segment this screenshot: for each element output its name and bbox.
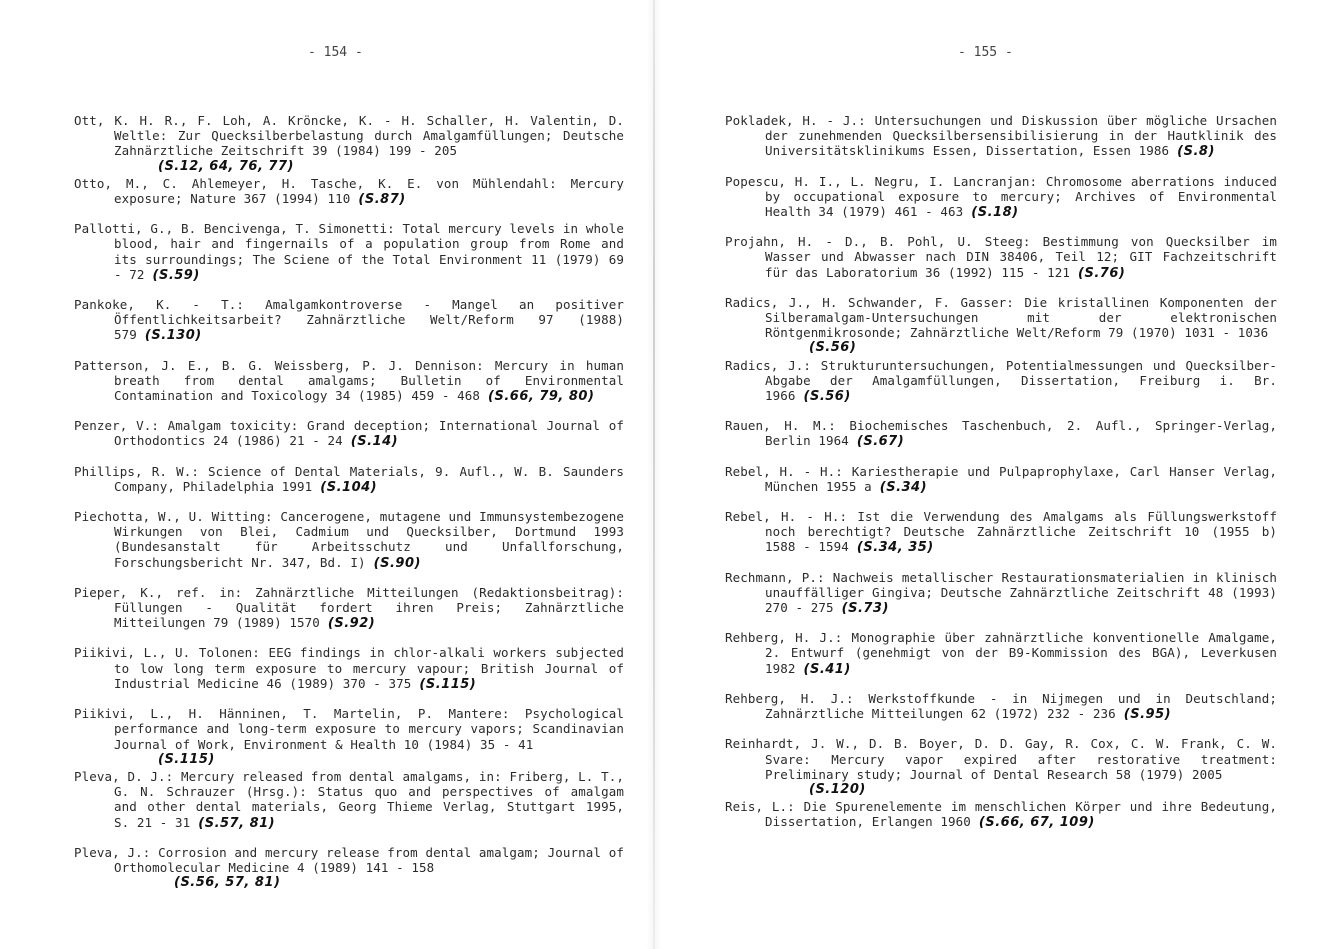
- reference-entry: [74, 769, 624, 831]
- reference-entry: [74, 645, 624, 692]
- reference-entry: [725, 570, 1277, 617]
- reference-text: Ott, K. H. R., F. Loh, A. Kröncke, K. - H. Schaller, H. Valentin, D. Weltle: Zur Quecksilberbelastung durch Amalgamfüllungen; Deutsche Zahnärztliche Zeitschrift 39 (1984) 199 - 205: [74, 113, 624, 159]
- handwritten-page-note: (S.34, 35): [856, 540, 934, 556]
- reference-text: Piikivi, L., H. Hänninen, T. Martelin, P. Mantere: Psychological performance and long-term exposure to mercury vapors; Scandinavian Journal of Work, Environment & Health 10 (1984) 35 - 41: [74, 706, 624, 752]
- reference-entry: [74, 585, 624, 632]
- reference-text: Reis, L.: Die Spurenelemente im menschlichen Körper und ihre Bedeutung, Dissertation, Erlangen 1960: [725, 799, 1277, 830]
- handwritten-page-note: (S.18): [971, 205, 1019, 221]
- handwritten-page-note: (S.56): [809, 340, 857, 356]
- reference-entry: [725, 691, 1277, 722]
- handwritten-page-note: (S.14): [350, 434, 399, 450]
- reference-text: Pieper, K., ref. in: Zahnärztliche Mitteilungen (Redaktionsbeitrag): Füllungen - Qualität fordert ihren Preis; Zahnärztliche Mitteilungen 79 (1989) 1570: [74, 584, 624, 631]
- page-number: - 154 -: [308, 45, 363, 60]
- reference-entry: [725, 799, 1277, 830]
- handwritten-page-note: (S.115): [419, 676, 477, 692]
- reference-entry: [725, 509, 1277, 556]
- handwritten-page-note: (S.66, 79, 80): [488, 389, 595, 405]
- handwritten-page-note: (S.56, 57, 81): [174, 875, 281, 891]
- reference-text: Pleva, J.: Corrosion and mercury release from dental amalgam; Journal of Orthomolecular Medicine 4 (1989) 141 - 158: [74, 844, 624, 875]
- reference-text: Rebel, H. - H.: Kariestherapie und Pulpaprophylaxe, Carl Hanser Verlag, München 1955 a: [725, 463, 1277, 494]
- reference-entry: [725, 113, 1277, 160]
- reference-text: Projahn, H. - D., B. Pohl, U. Steeg: Bestimmung von Quecksilber im Wasser und Abwasser nach DIN 38406, Teil 12; GIT Fachzeitschrift für das Laboratorium 36 (1992) 115 - 121: [725, 234, 1277, 280]
- left-page: [0, 0, 655, 949]
- reference-entry: [74, 297, 624, 344]
- reference-entry: [74, 418, 624, 449]
- reference-text: Radics, J.: Strukturuntersuchungen, Potentialmessungen und Quecksilber-Abgabe der Amalgamfüllungen, Dissertation, Freiburg i. Br. 1966: [725, 357, 1277, 404]
- page-number: - 155 -: [958, 45, 1013, 60]
- reference-text: Reinhardt, J. W., D. B. Boyer, D. D. Gay, R. Cox, C. W. Frank, C. W. Svare: Mercury vapor expired after restorative treatment: Preliminary study; Journal of Dental Research 58 (1979) 2005: [725, 736, 1277, 782]
- reference-text: Patterson, J. E., B. G. Weissberg, P. J. Dennison: Mercury in human breath from dental amalgams; Bulletin of Environmental Contamination and Toxicology 34 (1985) 459 - 468: [74, 357, 624, 404]
- reference-text: Penzer, V.: Amalgam toxicity: Grand deception; International Journal of Orthodontics 24 (1986) 21 - 24: [74, 418, 624, 449]
- reference-text: Piikivi, L., U. Tolonen: EEG findings in chlor-alkali workers subjected to low long term exposure to mercury vapour; British Journal of Industrial Medicine 46 (1989) 370 - 375: [74, 645, 624, 691]
- reference-text: Rebel, H. - H.: Ist die Verwendung des Amalgams als Füllungswerkstoff noch berechtigt? Deutsche Zahnärztliche Zeitschrift 10 (1955 b) 1588 - 1594: [725, 509, 1277, 555]
- handwritten-page-note: (S.12, 64, 76, 77): [158, 158, 294, 174]
- reference-text: Phillips, R. W.: Science of Dental Materials, 9. Aufl., W. B. Saunders Company, Philadelphia 1991: [74, 463, 624, 494]
- reference-text: Pallotti, G., B. Bencivenga, T. Simonetti: Total mercury levels in whole blood, hair and fingernails of a population group from Rome and its surroundings; The Sciene of the Total Environment 11 (1979) 69 - 72: [74, 221, 624, 282]
- reference-entry: [725, 295, 1277, 356]
- reference-text: Rauen, H. M.: Biochemisches Taschenbuch, 2. Aufl., Springer-Verlag, Berlin 1964: [725, 418, 1277, 449]
- reference-entry: [74, 509, 624, 571]
- reference-entry: [725, 234, 1277, 281]
- handwritten-page-note: (S.41): [803, 661, 851, 677]
- handwritten-page-note: (S.66, 67, 109): [978, 815, 1095, 831]
- handwritten-page-note: (S.34): [879, 479, 928, 495]
- reference-entry: [74, 176, 624, 207]
- reference-text: Pokladek, H. - J.: Untersuchungen und Diskussion über mögliche Ursachen der zunehmenden Quecksilbersensibilisierung in der Hautklinik des Universitätsklinikums Essen, Dissertation, Essen 1986: [725, 113, 1277, 159]
- handwritten-page-note: (S.95): [1123, 707, 1172, 723]
- reference-entry: [725, 736, 1277, 797]
- reference-list: [725, 113, 1277, 845]
- handwritten-page-note: (S.67): [856, 434, 905, 450]
- handwritten-page-note: (S.8): [1177, 144, 1215, 160]
- handwritten-page-note: (S.73): [841, 601, 889, 617]
- reference-entry: [74, 845, 624, 891]
- reference-entry: [74, 113, 624, 174]
- reference-text: Radics, J., H. Schwander, F. Gasser: Die kristallinen Komponenten der Silberamalgam-Untersuchungen mit der elektronischen Röntgenmikrosonde; Zahnärztliche Welt/Reform 79 (1970) 1031 - 1036: [725, 294, 1277, 341]
- reference-text: Rehberg, H. J.: Werkstoffkunde - in Nijmegen und in Deutschland; Zahnärztliche Mitteilungen 62 (1972) 232 - 236: [725, 690, 1277, 722]
- handwritten-page-note: (S.59): [152, 267, 200, 283]
- handwritten-page-note: (S.115): [158, 751, 215, 767]
- reference-text: Piechotta, W., U. Witting: Cancerogene, mutagene und Immunsystembezogene Wirkungen von Blei, Cadmium und Quecksilber, Dortmund 1993 (Bundesanstalt für Arbeitsschutz und Unfallforschung, Forschungsbericht Nr. 347, Bd. I): [74, 509, 624, 570]
- right-page: [656, 0, 1342, 949]
- reference-text: Popescu, H. I., L. Negru, I. Lancranjan: Chromosome aberrations induced by occupational exposure to mercury; Archives of Environmental Health 34 (1979) 461 - 463: [725, 173, 1277, 220]
- reference-text: Otto, M., C. Ahlemeyer, H. Tasche, K. E. von Mühlendahl: Mercury exposure; Nature 367 (1994) 110: [74, 175, 624, 207]
- handwritten-page-note: (S.104): [320, 479, 378, 495]
- reference-entry: [725, 464, 1277, 495]
- handwritten-page-note: (S.57, 81): [198, 815, 276, 831]
- reference-entry: [74, 464, 624, 495]
- reference-list: [74, 113, 624, 904]
- reference-entry: [74, 706, 624, 767]
- reference-entry: [725, 630, 1277, 677]
- reference-text: Pleva, D. J.: Mercury released from dental amalgams, in: Friberg, L. T., G. N. Schrauzer (Hrsg.): Status quo and perspectives of amalgam and other dental materials, Georg Thieme Verlag, Stuttgart 1995, S. 21 - 31: [74, 768, 624, 830]
- reference-entry: [725, 358, 1277, 405]
- handwritten-page-note: (S.120): [809, 781, 866, 797]
- handwritten-page-note: (S.90): [373, 555, 421, 571]
- reference-text: Rechmann, P.: Nachweis metallischer Restaurationsmaterialien in klinisch unauffälliger Gingiva; Deutsche Zahnärztliche Zeitschrift 48 (1993) 270 - 275: [725, 569, 1277, 616]
- reference-entry: [74, 221, 624, 283]
- handwritten-page-note: (S.56): [803, 389, 851, 405]
- handwritten-page-note: (S.92): [327, 616, 376, 632]
- handwritten-page-note: (S.130): [144, 328, 202, 344]
- handwritten-page-note: (S.87): [358, 192, 406, 208]
- reference-entry: [74, 358, 624, 405]
- reference-text: Pankoke, K. - T.: Amalgamkontroverse - Mangel an positiver Öffentlichkeitsarbeit? Zahnärztliche Welt/Reform 97 (1988) 579: [74, 297, 624, 343]
- reference-text: Rehberg, H. J.: Monographie über zahnärztliche konventionelle Amalgame, 2. Entwurf (genehmigt von der B9-Kommission des BGA), Leverkusen 1982: [725, 630, 1277, 676]
- reference-entry: [725, 174, 1277, 221]
- handwritten-page-note: (S.76): [1078, 265, 1126, 281]
- reference-entry: [725, 418, 1277, 449]
